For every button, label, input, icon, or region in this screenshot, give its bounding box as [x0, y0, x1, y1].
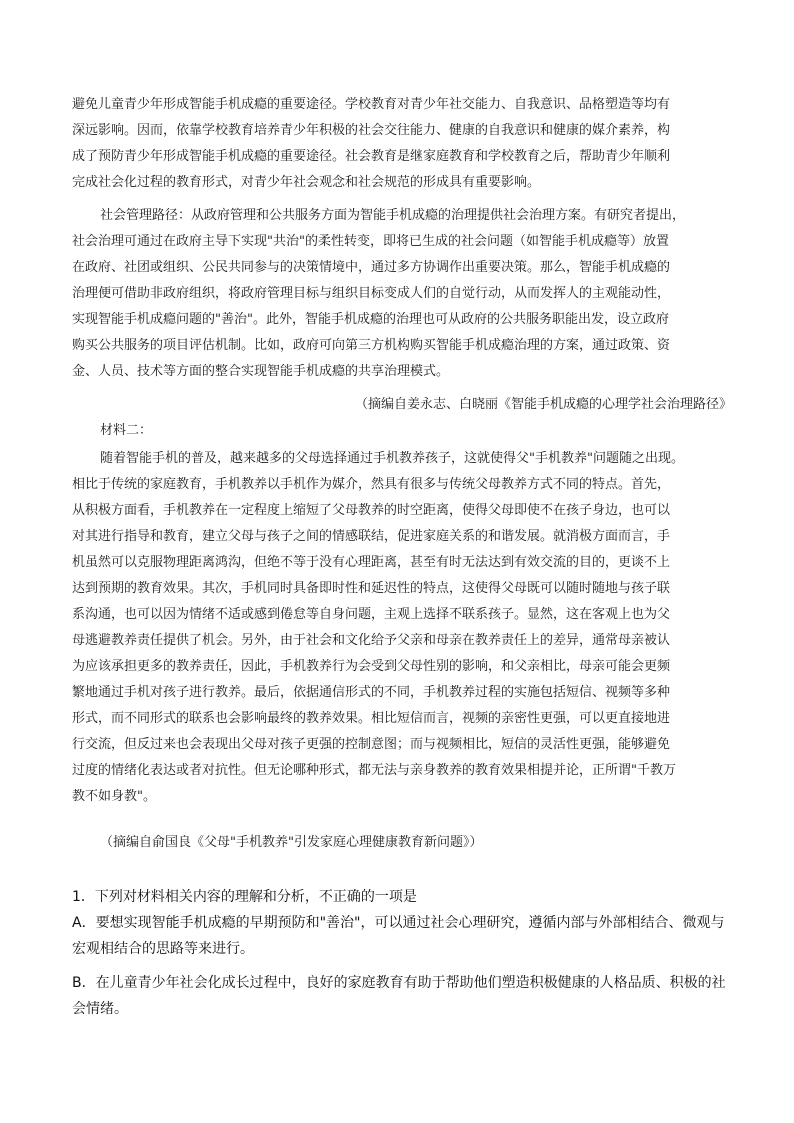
- text-line: 深远影响。因而，依靠学校教育培养青少年积极的社会交往能力、健康的自我意识和健康的媒介素养，构: [72, 123, 671, 138]
- section-heading: 材料二：: [100, 423, 153, 438]
- text-line: 形式，而不同形式的联系也会影响最终的教养效果。相比短信而言，视频的亲密性更强，可以更直接地进: [72, 711, 671, 726]
- citation: （摘编自俞国良《父母"手机教养"引发家庭心理健康教育新问题》）: [100, 835, 483, 850]
- option-a-line: 宏观相结合的思路等来进行。: [72, 941, 254, 957]
- text-line: 对其进行指导和教育，建立父母与孩子之间的情感联结，促进家庭关系的和谐发展。就消极方面而言，手: [72, 529, 671, 544]
- text-line: 达到预期的教育效果。其次，手机同时具备即时性和延迟性的特点，这使得父母既可以随时随地与孩子联: [72, 581, 671, 596]
- text-line: 机虽然可以克服物理距离鸿沟，但绝不等于没有心理距离，甚至有时无法达到有效交流的目的，更谈不上: [72, 555, 671, 570]
- text-line: 繁地通过手机对孩子进行教养。最后，依据通信形式的不同，手机教养过程的实施包括短信、视频等多种: [72, 685, 671, 700]
- text-line: 治理便可借助非政府组织，将政府管理目标与组织目标变成人们的自觉行动，从而发挥人的主观能动性，: [72, 286, 671, 301]
- text-line: 社会治理可通过在政府主导下实现"共治"的柔性转变，即将已生成的社会问题（如智能手机成瘾等）放置: [72, 234, 669, 249]
- text-line: 行交流，但反过来也会表现出父母对孩子更强的控制意图；而与视频相比，短信的灵活性更强，能够避免: [72, 737, 671, 752]
- text-line: 避免儿童青少年形成智能手机成瘾的重要途径。学校教育对青少年社交能力、自我意识、品格塑造等均有: [72, 97, 671, 112]
- text-line: 金、人员、技术等方面的整合实现智能手机成瘾的共享治理模式。: [72, 364, 450, 379]
- citation: （摘编自姜永志、白晓丽《智能手机成瘾的心理学社会治理路径》: [354, 397, 732, 412]
- text-line: 实现智能手机成瘾问题的"善治"。此外，智能手机成瘾的治理也可从政府的公共服务职能出发，设立政府: [72, 312, 669, 327]
- option-b-line: 会情绪。: [72, 1001, 128, 1017]
- question-stem: 1．下列对材料相关内容的理解和分析，不正确的一项是: [72, 889, 417, 905]
- text-line: 从积极方面看，手机教养在一定程度上缩短了父母教养的时空距离，使得父母即使不在孩子身边，也可以: [72, 503, 671, 518]
- text-line: 为应该承担更多的教养责任，因此，手机教养行为会受到父母性别的影响，和父亲相比，母亲可能会更频: [72, 659, 671, 674]
- text-line: 成了预防青少年形成智能手机成瘾的重要途径。社会教育是继家庭教育和学校教育之后，帮助青少年顺利: [72, 149, 671, 164]
- text-line: 完成社会化过程的教育形式，对青少年社会观念和社会规范的形成具有重要影响。: [72, 175, 541, 190]
- option-a-line: A．要想实现智能手机成瘾的早期预防和"善治"，可以通过社会心理研究，遵循内部与外部相结合、微观与: [72, 915, 725, 931]
- text-line: 相比于传统的家庭教育，手机教养以手机作为媒介，然具有很多与传统父母教养方式不同的特点。首先，: [72, 477, 671, 492]
- text-line: 社会管理路径：从政府管理和公共服务方面为智能手机成瘾的治理提供社会治理方案。有研究者提出，: [100, 208, 686, 223]
- text-line: 购买公共服务的项目评估机制。比如，政府可向第三方机构购买智能手机成瘾治理的方案，通过政策、资: [72, 338, 671, 353]
- text-line: 母逃避教养责任提供了机会。另外，由于社会和文化给予父亲和母亲在教养责任上的差异，通常母亲被认: [72, 633, 671, 648]
- option-b-line: B．在儿童青少年社会化成长过程中，良好的家庭教育有助于帮助他们塑造积极健康的人格品质、积极的社: [72, 975, 726, 991]
- text-line: 教不如身教"。: [72, 789, 156, 804]
- text-line: 系沟通，也可以因为情绪不适或感到倦怠等自身问题，主观上选择不联系孩子。显然，这在客观上也为父: [72, 607, 671, 622]
- text-line: 过度的情绪化表达或者对抗性。但无论哪种形式，都无法与亲身教养的教育效果相提并论，正所谓"千教万: [72, 763, 676, 778]
- text-line: 在政府、社团或组织、公民共同参与的决策情境中，通过多方协调作出重要决策。那么，智能手机成瘾的: [72, 260, 671, 275]
- text-line: 随着智能手机的普及，越来越多的父母选择通过手机教养孩子，这就使得父"手机教养"问题随之出现。: [100, 451, 684, 466]
